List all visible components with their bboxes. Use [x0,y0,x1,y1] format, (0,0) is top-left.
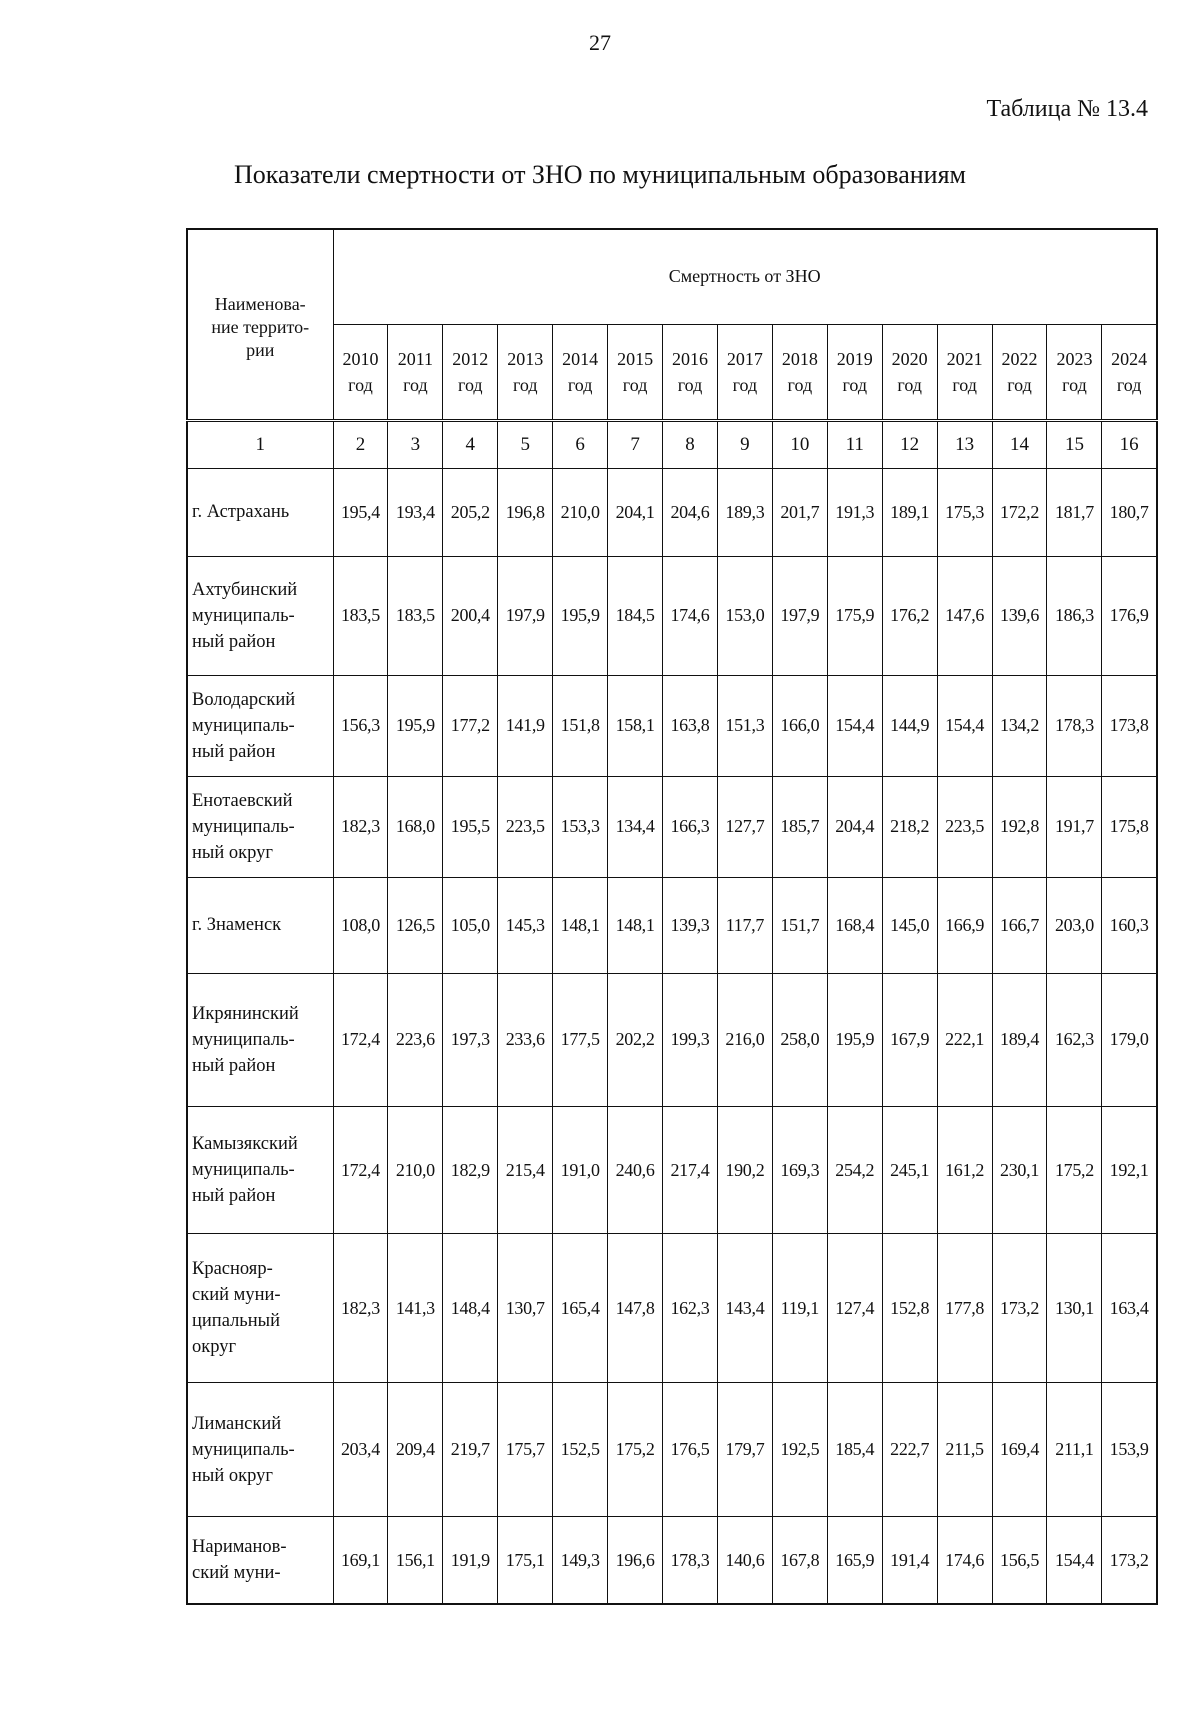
year-label: 2012 [452,348,489,369]
value-cell: 139,3 [663,877,718,973]
year-header-2017 [717,324,772,420]
year-label: 2011 [397,348,434,369]
year-label: 2023 [1056,348,1093,369]
value-cell: 192,1 [1102,1106,1157,1233]
value-cell: 160,3 [1102,877,1157,973]
value-cell: 175,1 [498,1517,553,1604]
region-name: Енотаевский муниципаль- ный округ [187,776,333,877]
value-cell: 147,6 [937,556,992,675]
value-cell: 210,0 [553,468,608,556]
value-cell: 165,9 [827,1517,882,1604]
value-cell: 177,5 [553,974,608,1107]
value-cell: 156,5 [992,1517,1047,1604]
year-label: 2022 [1001,348,1038,369]
year-label: 2015 [617,348,654,369]
table-row [187,974,1157,1107]
value-cell: 119,1 [772,1234,827,1383]
year-header-2012 [443,324,498,420]
year-label: 2010 [342,348,379,369]
value-cell: 162,3 [663,1234,718,1383]
value-cell: 189,4 [992,974,1047,1107]
value-cell: 209,4 [388,1383,443,1517]
region-name: Краснояр- ский муни- ципальный округ [187,1234,333,1383]
column-index: 1 [187,420,333,468]
value-cell: 211,1 [1047,1383,1102,1517]
value-cell: 141,9 [498,675,553,776]
value-cell: 195,9 [388,675,443,776]
value-cell: 172,4 [333,974,388,1107]
value-cell: 175,2 [1047,1106,1102,1233]
year-unit: год [787,374,813,395]
year-unit: год [622,374,648,395]
year-unit: год [512,374,538,395]
value-cell: 201,7 [772,468,827,556]
value-cell: 169,1 [333,1517,388,1604]
value-cell: 222,1 [937,974,992,1107]
value-cell: 126,5 [388,877,443,973]
value-cell: 168,0 [388,776,443,877]
value-cell: 176,5 [663,1383,718,1517]
value-cell: 179,7 [717,1383,772,1517]
column-index: 12 [882,420,937,468]
value-cell: 195,9 [827,974,882,1107]
value-cell: 183,5 [388,556,443,675]
value-cell: 148,1 [608,877,663,973]
value-cell: 193,4 [388,468,443,556]
value-cell: 134,2 [992,675,1047,776]
year-label: 2020 [891,348,928,369]
value-cell: 180,7 [1102,468,1157,556]
value-cell: 191,3 [827,468,882,556]
year-label: 2018 [781,348,818,369]
value-cell: 173,2 [1102,1517,1157,1604]
column-index: 11 [827,420,882,468]
value-cell: 127,7 [717,776,772,877]
value-cell: 176,2 [882,556,937,675]
region-name: Нариманов- ский муни- [187,1517,333,1604]
value-cell: 163,8 [663,675,718,776]
value-cell: 195,9 [553,556,608,675]
year-label: 2021 [946,348,983,369]
year-header-2024 [1102,324,1157,420]
value-cell: 130,7 [498,1234,553,1383]
value-cell: 203,0 [1047,877,1102,973]
value-cell: 215,4 [498,1106,553,1233]
value-cell: 176,9 [1102,556,1157,675]
value-cell: 145,0 [882,877,937,973]
value-cell: 218,2 [882,776,937,877]
value-cell: 174,6 [663,556,718,675]
value-cell: 196,6 [608,1517,663,1604]
year-unit: год [1116,374,1142,395]
value-cell: 240,6 [608,1106,663,1233]
value-cell: 217,4 [663,1106,718,1233]
table-row [187,675,1157,776]
table-row [187,877,1157,973]
column-index: 9 [717,420,772,468]
value-cell: 166,7 [992,877,1047,973]
value-cell: 154,4 [1047,1517,1102,1604]
value-cell: 167,9 [882,974,937,1107]
year-unit: год [952,374,977,395]
value-cell: 172,4 [333,1106,388,1233]
value-cell: 141,3 [388,1234,443,1383]
year-unit: год [403,374,428,395]
value-cell: 168,4 [827,877,882,973]
year-label: 2016 [671,348,708,369]
year-unit: год [567,374,593,395]
year-header-2021 [937,324,992,420]
value-cell: 216,0 [717,974,772,1107]
year-label: 2024 [1111,348,1148,369]
value-cell: 182,3 [333,776,388,877]
value-cell: 204,6 [663,468,718,556]
value-cell: 202,2 [608,974,663,1107]
value-cell: 190,2 [717,1106,772,1233]
value-cell: 169,3 [772,1106,827,1233]
value-cell: 167,8 [772,1517,827,1604]
year-header-2016 [663,324,718,420]
year-label: 2014 [562,348,599,369]
value-cell: 108,0 [333,877,388,973]
value-cell: 154,4 [827,675,882,776]
value-cell: 199,3 [663,974,718,1107]
table-row [187,1383,1157,1517]
value-cell: 169,4 [992,1383,1047,1517]
value-cell: 174,6 [937,1517,992,1604]
value-cell: 245,1 [882,1106,937,1233]
value-cell: 204,4 [827,776,882,877]
region-name: г. Астрахань [187,468,333,556]
value-cell: 130,1 [1047,1234,1102,1383]
value-cell: 175,7 [498,1383,553,1517]
year-label: 2019 [836,348,873,369]
value-cell: 175,3 [937,468,992,556]
value-cell: 191,4 [882,1517,937,1604]
value-cell: 117,7 [717,877,772,973]
value-cell: 191,7 [1047,776,1102,877]
value-cell: 173,2 [992,1234,1047,1383]
year-header-2018 [772,324,827,420]
value-cell: 139,6 [992,556,1047,675]
value-cell: 148,4 [443,1234,498,1383]
year-header-2019 [827,324,882,420]
value-cell: 178,3 [1047,675,1102,776]
value-cell: 153,9 [1102,1383,1157,1517]
value-cell: 161,2 [937,1106,992,1233]
year-unit: год [897,374,922,395]
value-cell: 153,0 [717,556,772,675]
value-cell: 233,6 [498,974,553,1107]
value-cell: 175,8 [1102,776,1157,877]
column-index: 6 [553,420,608,468]
column-index: 10 [772,420,827,468]
page-number: 27 [589,30,611,55]
table-row [187,1517,1157,1604]
value-cell: 158,1 [608,675,663,776]
year-unit: год [348,374,373,395]
value-cell: 148,1 [553,877,608,973]
year-header-2020 [882,324,937,420]
value-cell: 182,9 [443,1106,498,1233]
year-unit: год [1062,374,1087,395]
year-header-2010 [333,324,388,420]
value-cell: 154,4 [937,675,992,776]
region-name: Ахтубинский муниципаль- ный район [187,556,333,675]
value-cell: 219,7 [443,1383,498,1517]
value-cell: 165,4 [553,1234,608,1383]
value-cell: 192,8 [992,776,1047,877]
value-cell: 189,3 [717,468,772,556]
year-label: 2017 [726,348,763,369]
value-cell: 196,8 [498,468,553,556]
year-unit: год [842,374,868,395]
region-name: Володарский муниципаль- ный район [187,675,333,776]
value-cell: 191,0 [553,1106,608,1233]
value-cell: 175,2 [608,1383,663,1517]
value-cell: 127,4 [827,1234,882,1383]
year-label: 2013 [507,348,544,369]
column-index: 7 [608,420,663,468]
document-title: Показатели смертности от ЗНО по муниципальным образованиям [234,160,966,189]
value-cell: 179,0 [1102,974,1157,1107]
region-name: Лиманский муниципаль- ный округ [187,1383,333,1517]
year-header-2015 [608,324,663,420]
value-cell: 222,7 [882,1383,937,1517]
column-index: 2 [333,420,388,468]
value-cell: 223,5 [498,776,553,877]
column-index: 4 [443,420,498,468]
value-cell: 166,0 [772,675,827,776]
value-cell: 145,3 [498,877,553,973]
value-cell: 144,9 [882,675,937,776]
value-cell: 197,3 [443,974,498,1107]
column-index: 3 [388,420,443,468]
group-header: Смертность от ЗНО [333,229,1157,324]
year-header-2022 [992,324,1047,420]
table-row [187,468,1157,556]
year-unit: год [732,374,758,395]
table-row [187,1106,1157,1233]
value-cell: 205,2 [443,468,498,556]
value-cell: 200,4 [443,556,498,675]
column-index-row [187,420,1157,468]
value-cell: 152,8 [882,1234,937,1383]
value-cell: 105,0 [443,877,498,973]
year-unit: год [458,374,483,395]
value-cell: 163,4 [1102,1234,1157,1383]
value-cell: 134,4 [608,776,663,877]
value-cell: 223,5 [937,776,992,877]
value-cell: 156,3 [333,675,388,776]
value-cell: 182,3 [333,1234,388,1383]
column-index: 16 [1102,420,1157,468]
value-cell: 186,3 [1047,556,1102,675]
region-name: г. Знаменск [187,877,333,973]
value-cell: 166,9 [937,877,992,973]
value-cell: 181,7 [1047,468,1102,556]
value-cell: 189,1 [882,468,937,556]
value-cell: 151,3 [717,675,772,776]
value-cell: 152,5 [553,1383,608,1517]
value-cell: 178,3 [663,1517,718,1604]
value-cell: 177,2 [443,675,498,776]
value-cell: 197,9 [772,556,827,675]
value-cell: 192,5 [772,1383,827,1517]
value-cell: 254,2 [827,1106,882,1233]
value-cell: 140,6 [717,1517,772,1604]
value-cell: 184,5 [608,556,663,675]
value-cell: 173,8 [1102,675,1157,776]
value-cell: 185,4 [827,1383,882,1517]
value-cell: 195,5 [443,776,498,877]
value-cell: 210,0 [388,1106,443,1233]
value-cell: 223,6 [388,974,443,1107]
region-name: Камызякский муниципаль- ный район [187,1106,333,1233]
year-header-2023 [1047,324,1102,420]
table-row [187,1234,1157,1383]
value-cell: 153,3 [553,776,608,877]
value-cell: 258,0 [772,974,827,1107]
value-cell: 156,1 [388,1517,443,1604]
value-cell: 204,1 [608,468,663,556]
column-index: 5 [498,420,553,468]
value-cell: 195,4 [333,468,388,556]
table-row [187,776,1157,877]
year-header-2013 [498,324,553,420]
year-unit: год [1007,374,1032,395]
value-cell: 147,8 [608,1234,663,1383]
column-index: 8 [663,420,718,468]
value-cell: 197,9 [498,556,553,675]
value-cell: 185,7 [772,776,827,877]
column-index: 15 [1047,420,1102,468]
value-cell: 191,9 [443,1517,498,1604]
region-column-header: Наименова- ние террито- рии [187,229,333,420]
value-cell: 151,7 [772,877,827,973]
region-name: Икрянинский муниципаль- ный район [187,974,333,1107]
year-header-2011 [388,324,443,420]
mortality-table [186,228,1158,1605]
value-cell: 183,5 [333,556,388,675]
value-cell: 149,3 [553,1517,608,1604]
value-cell: 211,5 [937,1383,992,1517]
column-index: 14 [992,420,1047,468]
year-header-2014 [553,324,608,420]
value-cell: 162,3 [1047,974,1102,1107]
value-cell: 203,4 [333,1383,388,1517]
table-row [187,556,1157,675]
value-cell: 151,8 [553,675,608,776]
value-cell: 230,1 [992,1106,1047,1233]
value-cell: 177,8 [937,1234,992,1383]
table-number: Таблица № 13.4 [986,96,1148,122]
year-unit: год [677,374,703,395]
value-cell: 175,9 [827,556,882,675]
column-index: 13 [937,420,992,468]
value-cell: 172,2 [992,468,1047,556]
value-cell: 166,3 [663,776,718,877]
value-cell: 143,4 [717,1234,772,1383]
